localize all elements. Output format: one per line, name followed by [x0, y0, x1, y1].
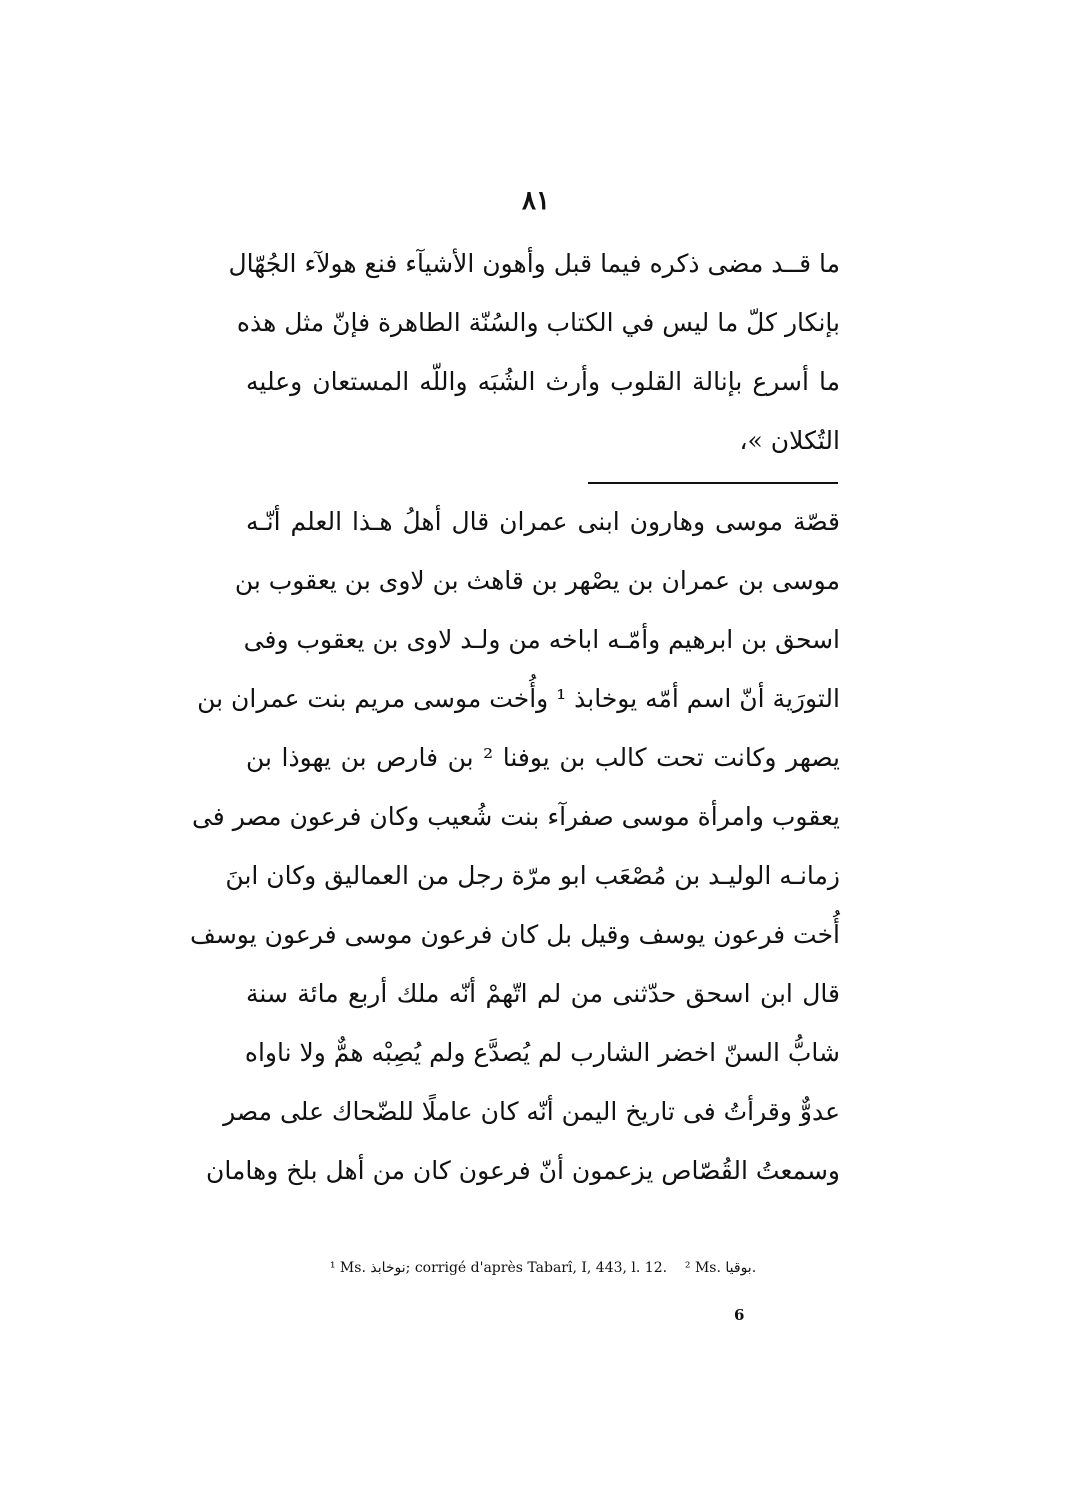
text-line: وسمعتُ القُصّاص يزعمون أنّ فرعون كان من أهل بلخ وهامان [206, 1156, 840, 1185]
text-line: اسحق بن ابرهيم وأمّـه اباخه من ولـد لاوى بن يعقوب وفى [243, 625, 840, 654]
text-block-previous-section [228, 234, 840, 470]
text-line: موسى بن عمران بن يصْهر بن قاهث بن لاوى بن يعقوب بن [234, 566, 840, 595]
text-line: قصّة موسى وهارون ابنى عمران قال أهلُ هـذا العلم أنّـه [246, 507, 840, 536]
footnotes [246, 1260, 840, 1276]
signature-mark: 6 [734, 1306, 745, 1324]
section-divider [588, 482, 838, 484]
text-line: شابُّ السنّ اخضر الشارب لم يُصدَّع ولم يُصِبْه همٌّ ولا ناواه [244, 1038, 840, 1067]
text-line: التُكلان »، [739, 426, 840, 455]
footnote-text: ; corrigé d'après Tabarî, I, 443, l. 12. [405, 1260, 668, 1276]
text-line: أُخت فرعون يوسف وقيل بل كان فرعون موسى فرعون يوسف [189, 920, 840, 949]
text-block-moses-section [189, 492, 840, 1200]
footnote-ms-label: Ms. [339, 1260, 366, 1276]
footnote-ms-label: Ms. [694, 1260, 721, 1276]
text-line: زمانـه الوليـد بن مُصْعَب ابو مرّة رجل من العماليق وكان ابنَ [225, 861, 840, 890]
text-line: قال ابن اسحق حدّثنى من لم اتّهمْ أنّه ملك أربع مائة سنة [246, 979, 840, 1008]
text-line: بإنكار كلّ ما ليس في الكتاب والسُنّة الطاهرة فإنّ مثل هذه [236, 308, 840, 337]
footnote-marker-2: ² [684, 1260, 691, 1276]
text-line: يصهر وكانت تحت كالب بن يوفنا ² بن فارص بن يهوذا بن [246, 743, 840, 772]
text-line: ما أسرع بإنالة القلوب وأرث الشُبَه واللّه المستعان وعليه [246, 367, 840, 396]
footnote-suffix: . [751, 1260, 757, 1276]
text-line: ما قــد مضى ذكره فيما قبل وأهون الأشيآء فنع هولآء الجُهّال [228, 249, 840, 278]
text-line: التورَية أنّ اسم أمّه يوخابذ ¹ وأُخت موسى مريم بنت عمران بن [197, 684, 840, 713]
footnote-arabic-variant: نوخابذ [370, 1260, 406, 1276]
text-line: عدوٌّ وقرأتُ فى تاريخ اليمن أنّه كان عاملًا للضّحاك على مصر [223, 1097, 840, 1126]
footnote-marker-1: ¹ [329, 1260, 336, 1276]
text-line: يعقوب وامرأة موسى صفرآء بنت شُعيب وكان فرعون مصر فى [191, 802, 840, 831]
footnote-arabic-variant: بوقيا [725, 1260, 752, 1276]
page-number: ٨١ [522, 186, 550, 216]
